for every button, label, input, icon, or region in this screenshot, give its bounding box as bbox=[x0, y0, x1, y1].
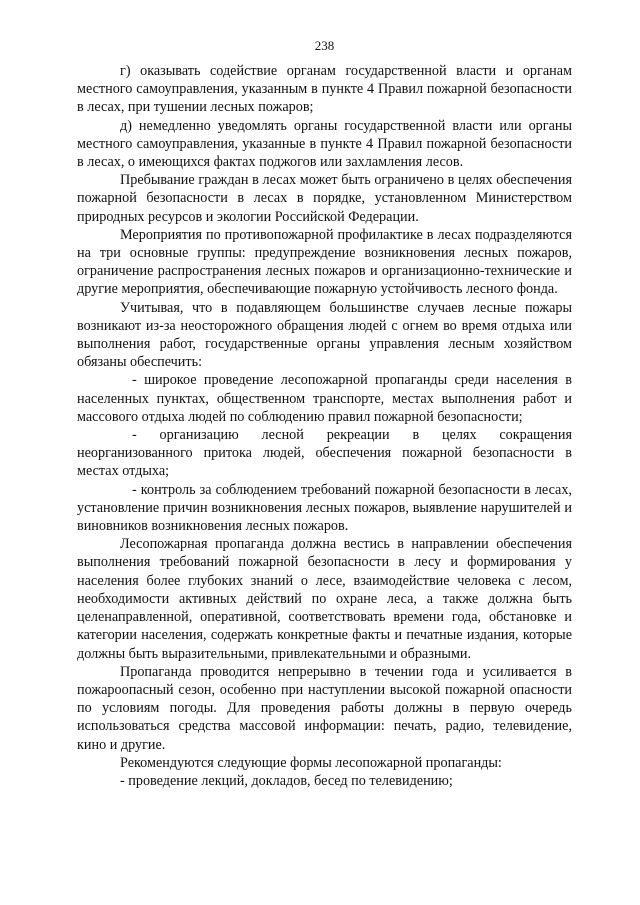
body-paragraph: Учитывая, что в подавляющем большинстве случаев лесные пожары возникают из-за неосторожного обращения людей с огнем во время отдыха или выполнения работ, государственные органы управления лесным хозяйством обязаны обеспечить: bbox=[77, 299, 572, 371]
body-paragraph: Рекомендуются следующие формы лесопожарной пропаганды: bbox=[120, 754, 502, 771]
page-number: 238 bbox=[314, 38, 335, 53]
document-body bbox=[77, 62, 572, 790]
body-paragraph: Пребывание граждан в лесах может быть ограничено в целях обеспечения пожарной безопасности в лесах в порядке, установленном Министерством природных ресурсов и экологии Российской Федерации. bbox=[77, 172, 572, 225]
body-paragraph: Лесопожарная пропаганда должна вестись в направлении обеспечения выполнения требований пожарной безопасности в лесу и формирования у населения более глубоких знаний о лесе, взаимодействие человека с лесом, необходимости активных действий по охране леса, а также должна быть целенаправленной, оперативной, соответствовать времени года, обстановке и категории населения, содержать конкретные факты и печатные издания, которые должны быть выразительными, привлекательными и образными. bbox=[77, 536, 572, 662]
list-item-paragraph: - контроль за соблюдением требований пожарной безопасности в лесах, установление причин возникновения лесных пожаров, выявление нарушителей и виновников возникновения лесных пожаров. bbox=[77, 481, 572, 535]
body-paragraph: Мероприятия по противопожарной профилактике в лесах подразделяются на три основные группы: предупреждение возникновения лесных пожаров, ограничение распространения лесных пожаров и организационно-технические и другие мероприятия, обеспечивающие пожарную устойчивость лесного фонда. bbox=[77, 226, 572, 298]
body-paragraph: Пропаганда проводится непрерывно в течении года и усиливается в пожароопасный сезон, особенно при наступлении высокой пожарной опасности по условиям погоды. Для проведения работы должны в первую очередь использоваться средства массовой информации: печать, радио, телевидение, кино и другие. bbox=[77, 663, 572, 753]
list-item-paragraph: - организацию лесной рекреации в целях сокращения неорганизованного притока людей, обеспечения пожарной безопасности в местах отдыха; bbox=[77, 427, 572, 480]
list-item-paragraph: - широкое проведение лесопожарной пропаганды среди населения в населенных пунктах, общественном транспорте, местах выполнения работ и массового отдыха людей по соблюдению правил пожарной безопасности; bbox=[77, 372, 572, 425]
body-paragraph: - проведение лекций, докладов, бесед по телевидению; bbox=[120, 772, 453, 789]
body-paragraph: г) оказывать содействие органам государственной власти и органам местного самоуправления, указанным в пункте 4 Правил пожарной безопасности в лесах, при тушении лесных пожаров; bbox=[77, 63, 572, 116]
body-paragraph: д) немедленно уведомлять органы государственной власти или органы местного самоуправления, указанные в пункте 4 Правил пожарной безопасности в лесах, о имеющихся фактах поджогов или захламления лесов. bbox=[77, 117, 572, 171]
